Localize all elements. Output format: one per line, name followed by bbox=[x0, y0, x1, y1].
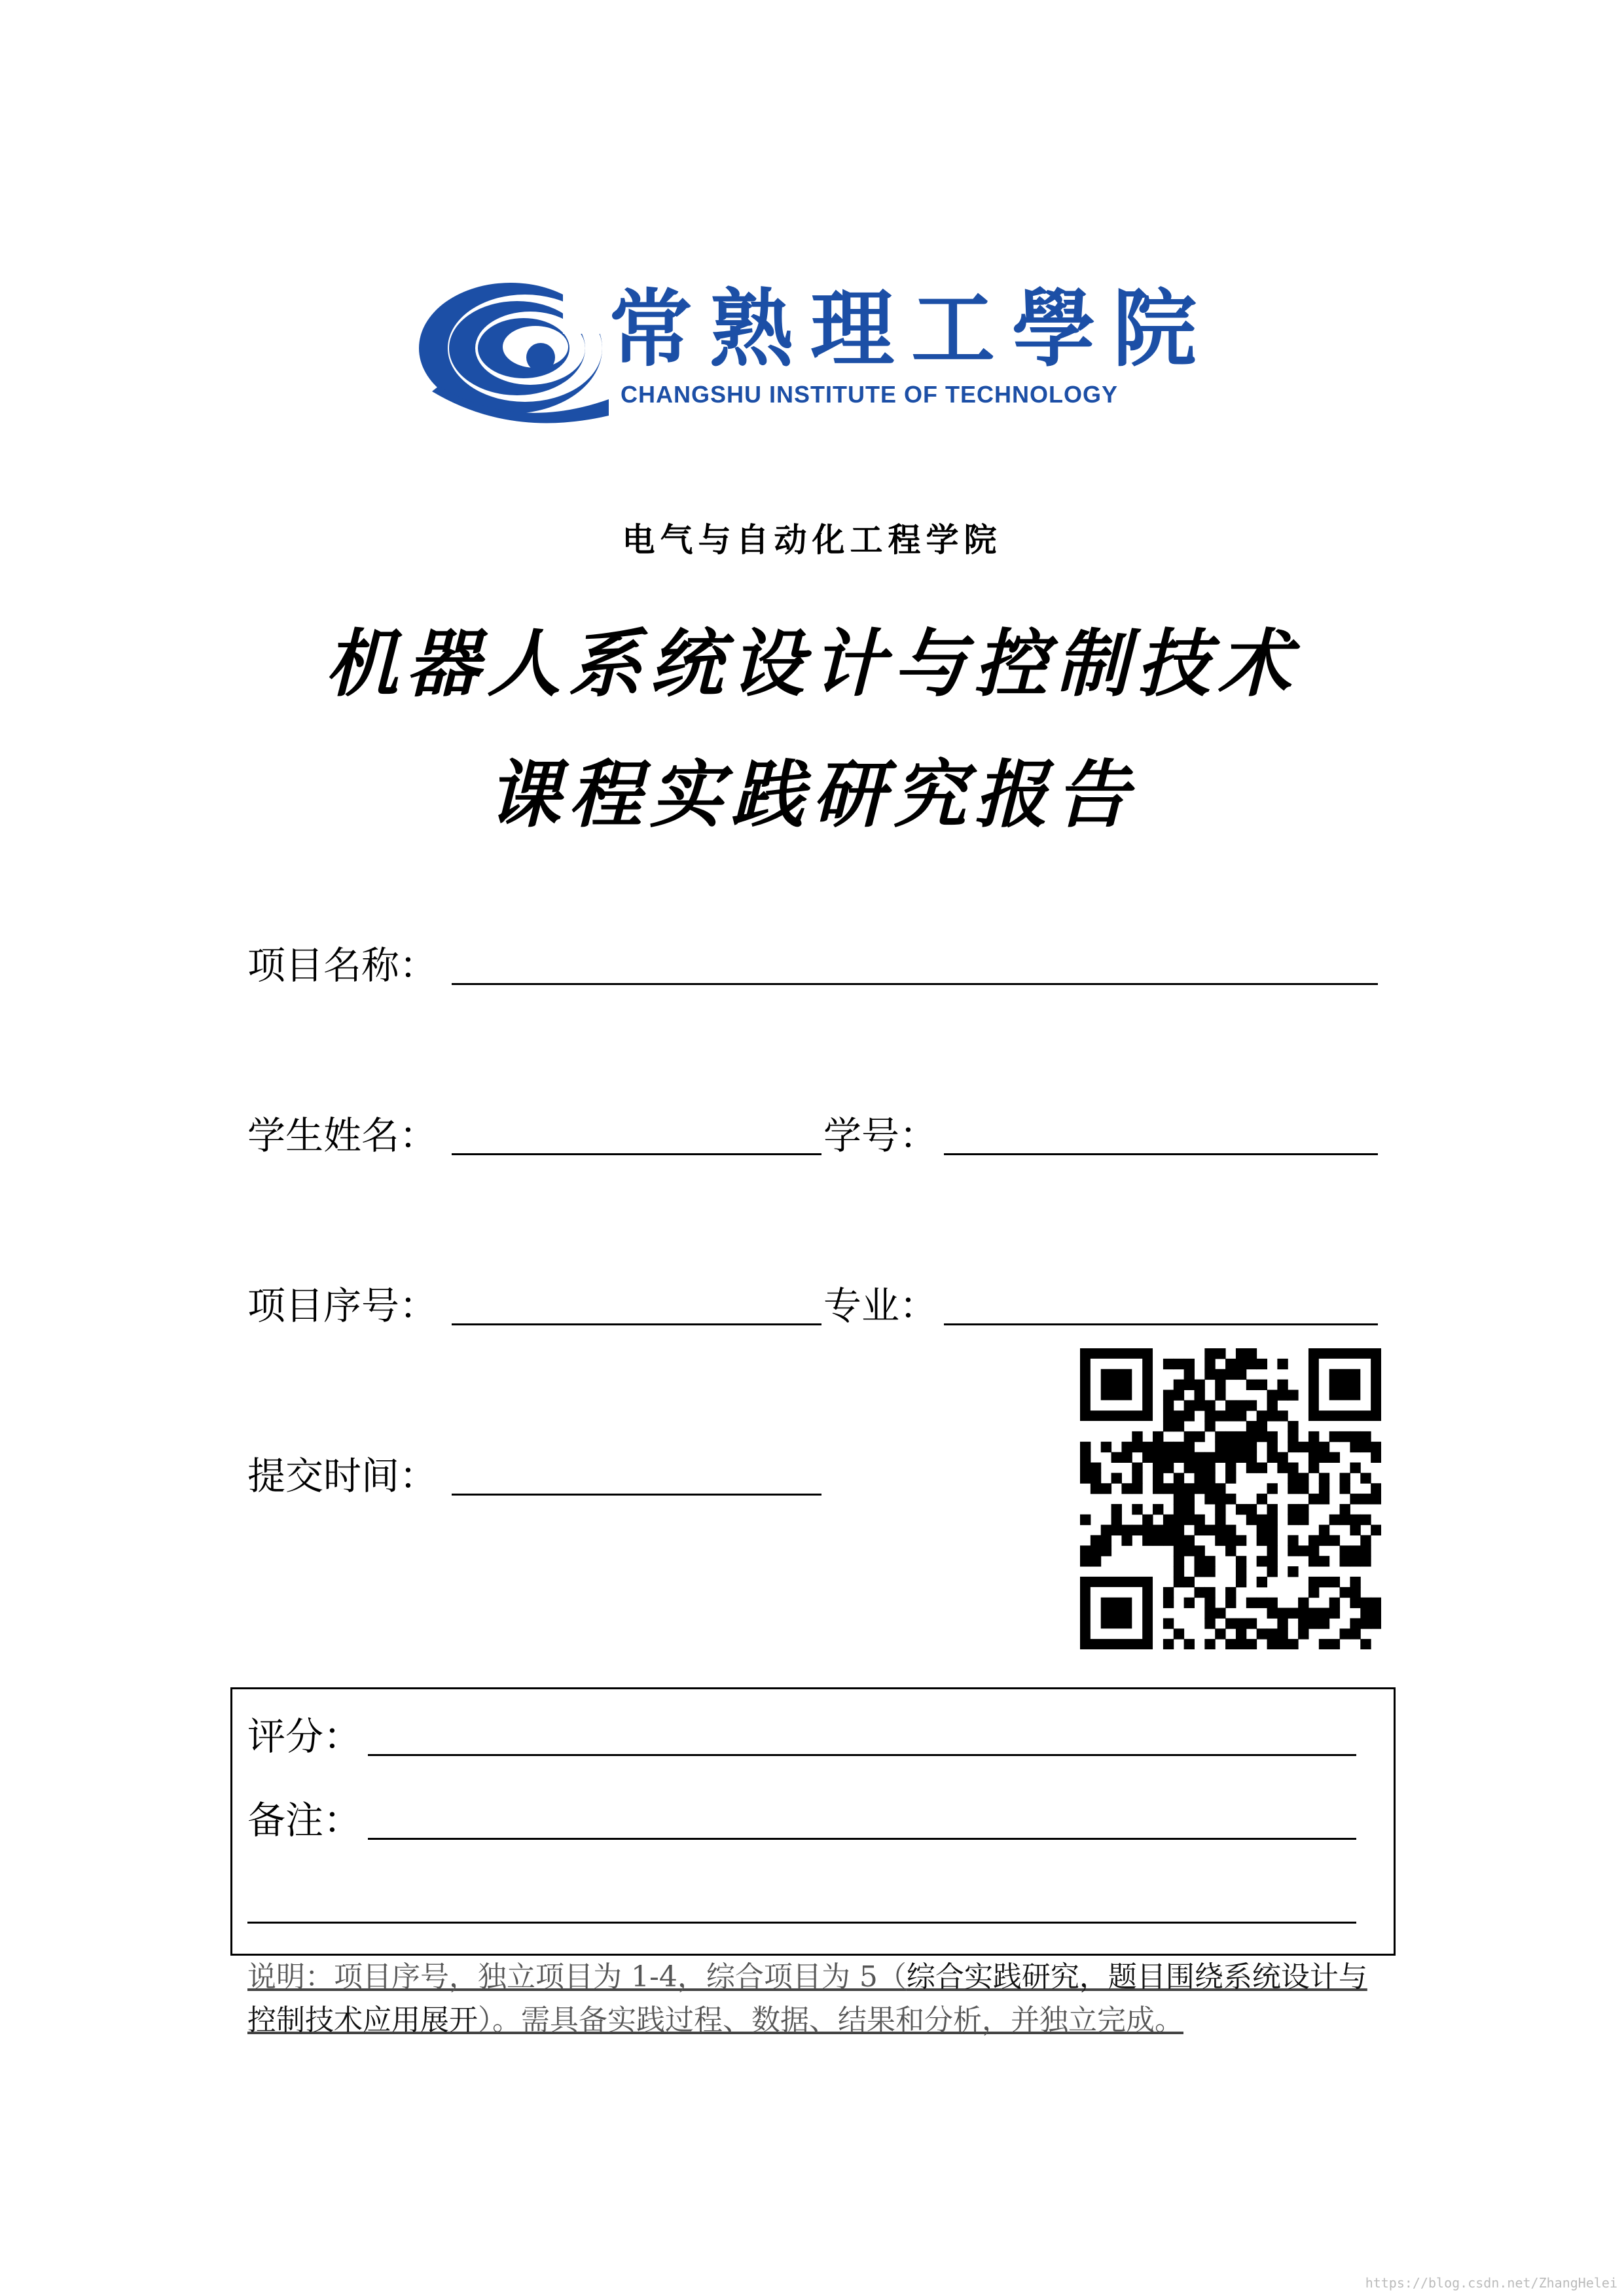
instructions-note bbox=[247, 1956, 1390, 2042]
remarks-field[interactable] bbox=[368, 1838, 1356, 1840]
swirl-emblem-icon bbox=[412, 275, 609, 425]
project-name-label: 项目名称： bbox=[247, 943, 438, 988]
remarks-label: 备注： bbox=[247, 1798, 362, 1842]
project-no-label: 项目序号： bbox=[247, 1283, 438, 1328]
evaluation-box bbox=[230, 1687, 1396, 1956]
submit-time-field[interactable] bbox=[452, 1494, 821, 1496]
logo-chinese-name: 常熟理工學院 bbox=[609, 280, 1214, 378]
student-name-field[interactable] bbox=[452, 1153, 821, 1155]
major-field[interactable] bbox=[944, 1323, 1378, 1325]
project-name-field[interactable] bbox=[452, 983, 1378, 985]
note-part1: 说明：项目序号，独立项目为 1-4，综合项目为 5（ bbox=[247, 1960, 907, 1994]
note-part3: ）。需具备实践过程、数据、结果和分析，并独立完成。 bbox=[478, 2003, 1183, 2037]
major-label: 专业： bbox=[823, 1283, 938, 1328]
report-title-line2: 课程实践研究报告 bbox=[487, 752, 1137, 838]
logo-english-name: CHANGSHU INSTITUTE OF TECHNOLOGY bbox=[621, 381, 1118, 408]
college-name: 电气与自动化工程学院 bbox=[622, 520, 1002, 559]
submit-time-label: 提交时间： bbox=[247, 1454, 438, 1498]
student-name-label: 学生姓名： bbox=[247, 1113, 438, 1158]
note-part2: 综合实践研究，题目围绕系统设计与控制技术应用展开 bbox=[247, 1960, 1367, 2037]
remarks-extra-line[interactable] bbox=[247, 1922, 1356, 1924]
score-field[interactable] bbox=[368, 1754, 1356, 1756]
project-no-field[interactable] bbox=[452, 1323, 821, 1325]
student-id-label: 学号： bbox=[823, 1113, 938, 1158]
school-logo bbox=[412, 275, 1214, 425]
score-label: 评分： bbox=[247, 1714, 362, 1759]
qr-code-icon bbox=[1080, 1348, 1381, 1649]
student-id-field[interactable] bbox=[944, 1153, 1378, 1155]
report-title-line1: 机器人系统设计与控制技术 bbox=[325, 621, 1299, 707]
watermark: https://blog.csdn.net/ZhangHelei bbox=[1365, 2275, 1617, 2291]
